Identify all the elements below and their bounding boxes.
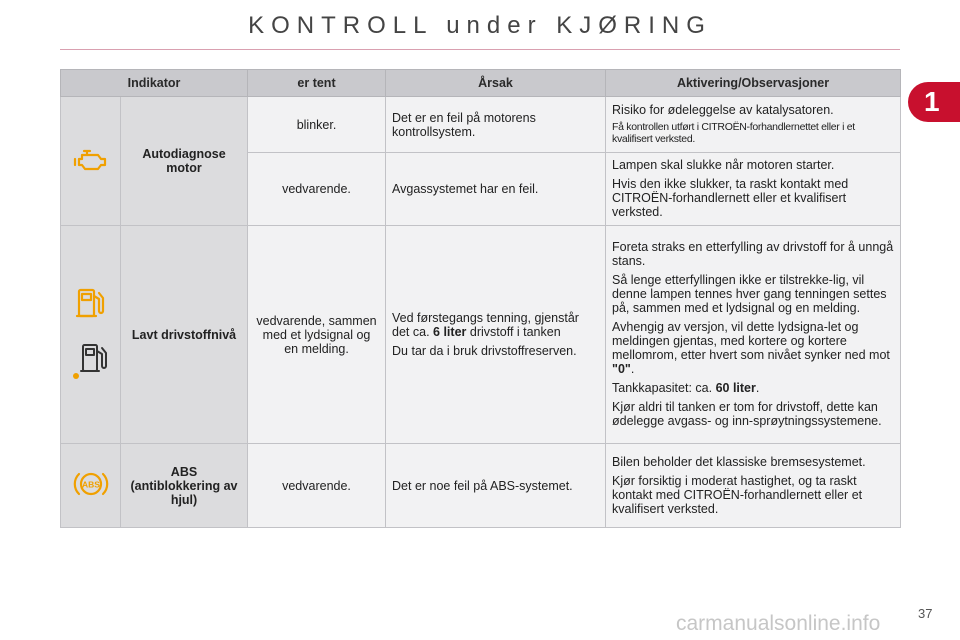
engine-action-1-text: Risiko for ødeleggelse av katalysatoren. <box>612 102 834 117</box>
abs-indicator-name: ABS (antiblokkering av hjul) <box>121 444 248 528</box>
table-row <box>61 444 901 528</box>
table-row <box>61 97 901 153</box>
engine-icon-cell <box>61 97 121 226</box>
abs-icon-cell <box>61 444 121 528</box>
page-number: 37 <box>918 606 933 621</box>
fuel-cause-1: Ved førstegangs tenning, gjenstår det ca. 6 liter drivstoff i tanken <box>392 311 579 339</box>
abs-action <box>606 444 901 528</box>
header-arsak: Årsak <box>386 70 606 97</box>
svg-text:ABS: ABS <box>81 479 100 490</box>
abs-icon <box>73 468 109 503</box>
page-title: KONTROLL under KJØRING <box>248 12 712 39</box>
engine-when-2: vedvarende. <box>248 153 386 226</box>
indicator-table <box>60 69 901 528</box>
fuel-pump-warning-icon <box>71 341 111 384</box>
fuel-when: vedvarende, sammen med et lydsignal og en melding. <box>248 226 386 444</box>
abs-action-1: Bilen beholder det klassiske bremsesystemet. <box>612 454 866 469</box>
fuel-pump-icon <box>74 286 108 323</box>
engine-cause-1: Det er en feil på motorens kontrollsystem. <box>386 97 606 153</box>
engine-action-2 <box>606 153 901 226</box>
abs-when: vedvarende. <box>248 444 386 528</box>
fuel-action-1: Foreta straks en etterfylling av drivstoff for å unngå stans. <box>612 240 894 268</box>
fuel-cause-2: Du tar da i bruk drivstoffreserven. <box>392 344 577 358</box>
fuel-cause <box>386 226 606 444</box>
watermark: carmanualsonline.info <box>676 612 881 635</box>
fuel-action-2: Så lenge etterfyllingen ikke er tilstrekke-lig, vil denne lampen tennes hver gang tenningen settes på, sammen med et lydsignal og en melding. <box>612 273 887 315</box>
header-indikator: Indikator <box>61 70 248 97</box>
fuel-action <box>606 226 901 444</box>
chapter-tab: 1 <box>908 82 960 122</box>
fuel-icon-cell <box>61 226 121 444</box>
engine-indicator-name: Autodiagnose motor <box>121 97 248 226</box>
fuel-indicator-name: Lavt drivstoffnivå <box>121 226 248 444</box>
fuel-action-3: Avhengig av versjon, vil dette lydsigna-let og meldingen gjentas, med kortere og kortere mellomrom, etter hvert som nivået synker ned mot "0". <box>612 320 890 376</box>
engine-action-2-note: Hvis den ikke slukker, ta raskt kontakt med CITROËN-forhandlernett eller et kvalifisert verksted. <box>612 177 849 219</box>
abs-cause: Det er noe feil på ABS-systemet. <box>386 444 606 528</box>
header-aktivering: Aktivering/Observasjoner <box>606 70 901 97</box>
fuel-action-4: Tankkapasitet: ca. 60 liter. <box>612 381 760 395</box>
engine-when-1: blinker. <box>248 97 386 153</box>
title-divider <box>60 49 900 50</box>
engine-action-2-text: Lampen skal slukke når motoren starter. <box>612 158 835 172</box>
header-er-tent: er tent <box>248 70 386 97</box>
engine-cause-2: Avgassystemet har en feil. <box>386 153 606 226</box>
fuel-action-5: Kjør aldri til tanken er tom for drivstoff, dette kan ødelegge avgass- og inn-sprøytningssystemene. <box>612 400 882 428</box>
engine-action-1-note: Få kontrollen utført i CITROËN-forhandlernettet eller i et kvalifisert verksted. <box>612 120 855 145</box>
fuel-reserve-amount: 6 liter <box>433 325 467 339</box>
engine-icon <box>73 148 109 175</box>
abs-action-2: Kjør forsiktig i moderat hastighet, og ta raskt kontakt med CITROËN-forhandlernett eller et kvalifisert verksted. <box>612 473 863 516</box>
tank-capacity: 60 liter <box>715 381 756 395</box>
engine-action-1 <box>606 97 901 153</box>
table-header-row <box>61 70 901 97</box>
table-row <box>61 226 901 444</box>
